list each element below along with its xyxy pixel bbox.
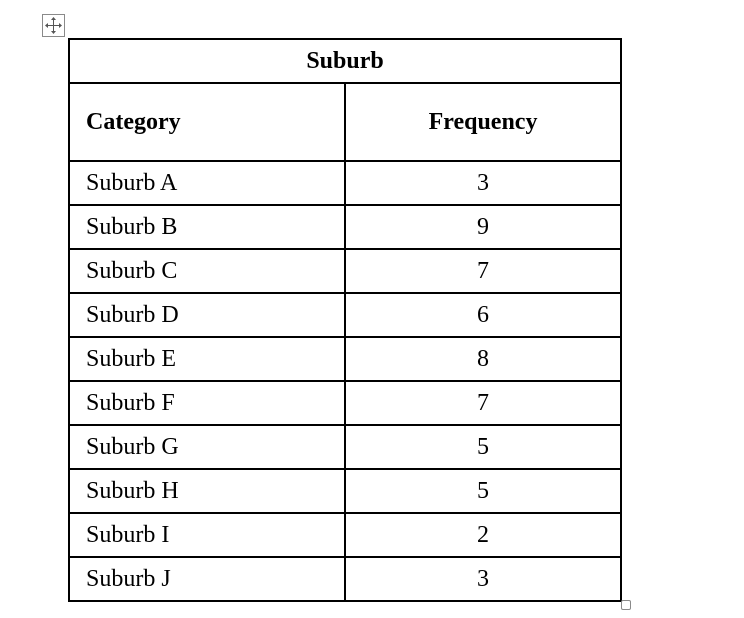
frequency-cell: 9 [345, 205, 621, 249]
category-cell: Suburb D [69, 293, 345, 337]
table-row [69, 425, 621, 469]
frequency-cell: 7 [345, 381, 621, 425]
category-cell: Suburb A [69, 161, 345, 205]
table-row [69, 293, 621, 337]
category-cell: Suburb C [69, 249, 345, 293]
table-row [69, 161, 621, 205]
frequency-cell: 3 [345, 557, 621, 601]
frequency-cell: 3 [345, 161, 621, 205]
frequency-cell: 5 [345, 469, 621, 513]
table-row [69, 469, 621, 513]
table-row [69, 381, 621, 425]
frequency-header: Frequency [345, 83, 621, 161]
table-row [69, 249, 621, 293]
category-header: Category [69, 83, 345, 161]
frequency-cell: 6 [345, 293, 621, 337]
table-title: Suburb [69, 39, 621, 83]
table-title-row [69, 39, 621, 83]
frequency-cell: 7 [345, 249, 621, 293]
resize-handle-icon[interactable] [621, 600, 631, 610]
category-cell: Suburb E [69, 337, 345, 381]
category-cell: Suburb J [69, 557, 345, 601]
table-header-row [69, 83, 621, 161]
category-cell: Suburb F [69, 381, 345, 425]
table-row [69, 513, 621, 557]
move-arrows-icon [43, 15, 64, 36]
frequency-cell: 8 [345, 337, 621, 381]
frequency-cell: 5 [345, 425, 621, 469]
frequency-cell: 2 [345, 513, 621, 557]
category-cell: Suburb I [69, 513, 345, 557]
table-row [69, 337, 621, 381]
table-move-handle-icon[interactable] [42, 14, 65, 37]
category-cell: Suburb H [69, 469, 345, 513]
category-cell: Suburb B [69, 205, 345, 249]
frequency-table [68, 38, 622, 602]
table-row [69, 557, 621, 601]
table-row [69, 205, 621, 249]
category-cell: Suburb G [69, 425, 345, 469]
